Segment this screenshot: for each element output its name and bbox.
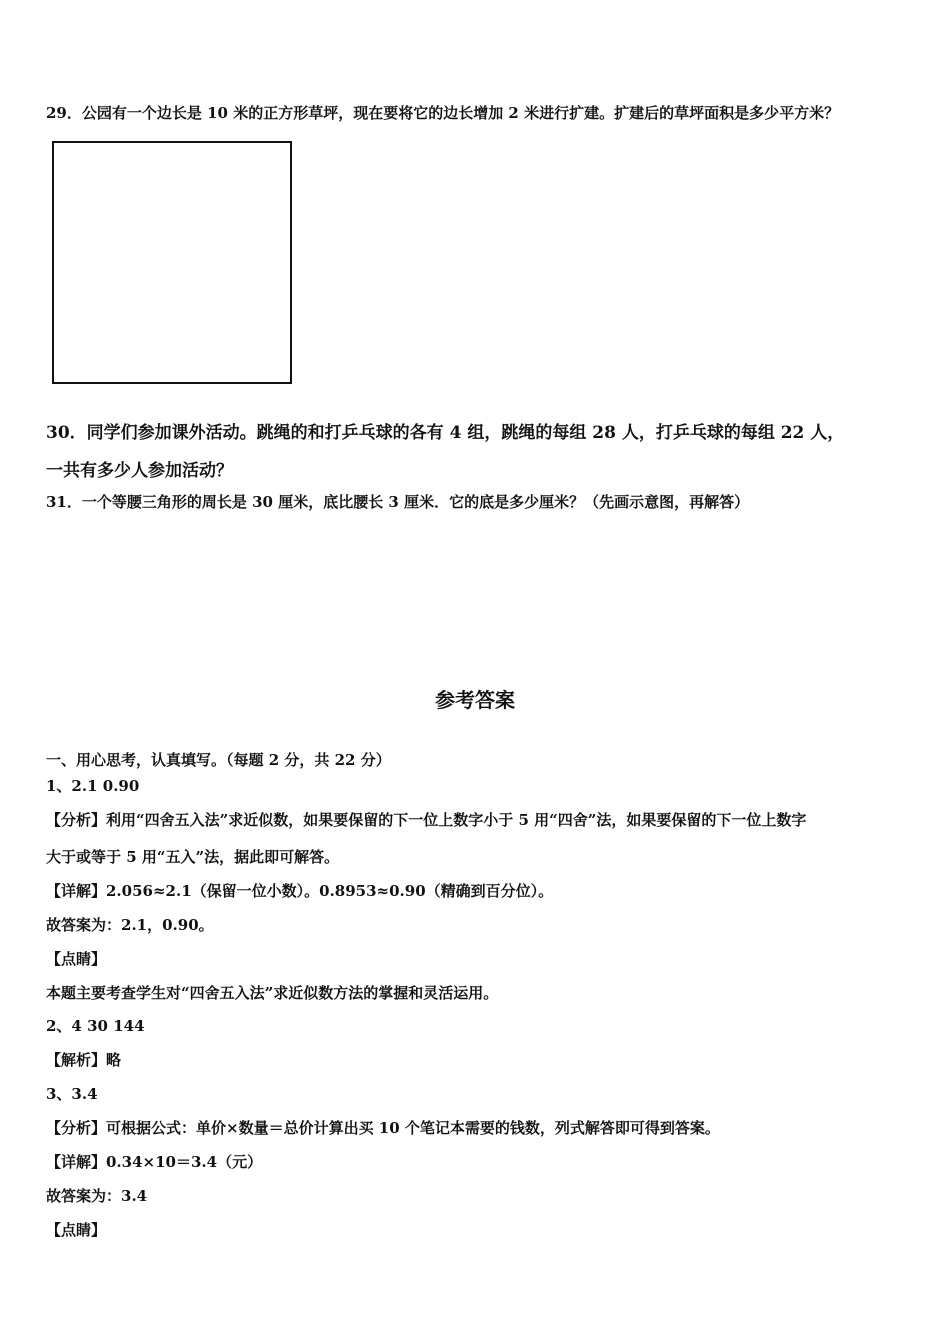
answer-2-heading: 2、4 30 144: [46, 1017, 145, 1035]
answer-3-detail: 【详解】0.34×10＝3.4（元）: [46, 1153, 263, 1171]
question-31: 31．一个等腰三角形的周长是 30 厘米，底比腰长 3 厘米．它的底是多少厘米？（先画示意图，再解答）: [46, 493, 750, 511]
question-30-line2: 一共有多少人参加活动？: [46, 461, 233, 481]
answer-1-analysis-line2: 大于或等于 5 用“五入”法，据此即可解答。: [46, 848, 340, 866]
answer-key-title: 参考答案: [435, 688, 515, 712]
section-1-heading: 一、用心思考，认真填写。（每题 2 分，共 22 分）: [46, 751, 391, 769]
answer-2-analysis: 【解析】略: [46, 1051, 122, 1069]
answer-1-analysis-line1: 【分析】利用“四舍五入法”求近似数，如果要保留的下一位上数字小于 5 用“四舍”法，如果要保留的下一位上数字: [46, 811, 807, 829]
square-lawn-figure: [52, 141, 292, 384]
answer-3-comment-label: 【点睛】: [46, 1221, 107, 1239]
answer-1-heading: 1、2.1 0.90: [46, 777, 140, 795]
question-30-line1: 30．同学们参加课外活动。跳绳的和打乒乓球的各有 4 组，跳绳的每组 28 人，打乒乓球的每组 22 人，: [46, 423, 845, 443]
answer-3-heading: 3、3.4: [46, 1085, 98, 1103]
answer-1-comment-label: 【点睛】: [46, 950, 107, 968]
answer-1-detail: 【详解】2.056≈2.1（保留一位小数）。0.8953≈0.90（精确到百分位）。: [46, 882, 554, 900]
answer-3-answer: 故答案为：3.4: [46, 1187, 148, 1205]
answer-3-analysis: 【分析】可根据公式：单价×数量＝总价计算出买 10 个笔记本需要的钱数，列式解答即可得到答案。: [46, 1119, 720, 1137]
answer-1-comment: 本题主要考查学生对“四舍五入法”求近似数方法的掌握和灵活运用。: [46, 984, 499, 1002]
question-29: 29．公园有一个边长是 10 米的正方形草坪，现在要将它的边长增加 2 米进行扩建。扩建后的草坪面积是多少平方米？: [46, 104, 840, 122]
answer-1-answer: 故答案为：2.1，0.90。: [46, 916, 214, 934]
